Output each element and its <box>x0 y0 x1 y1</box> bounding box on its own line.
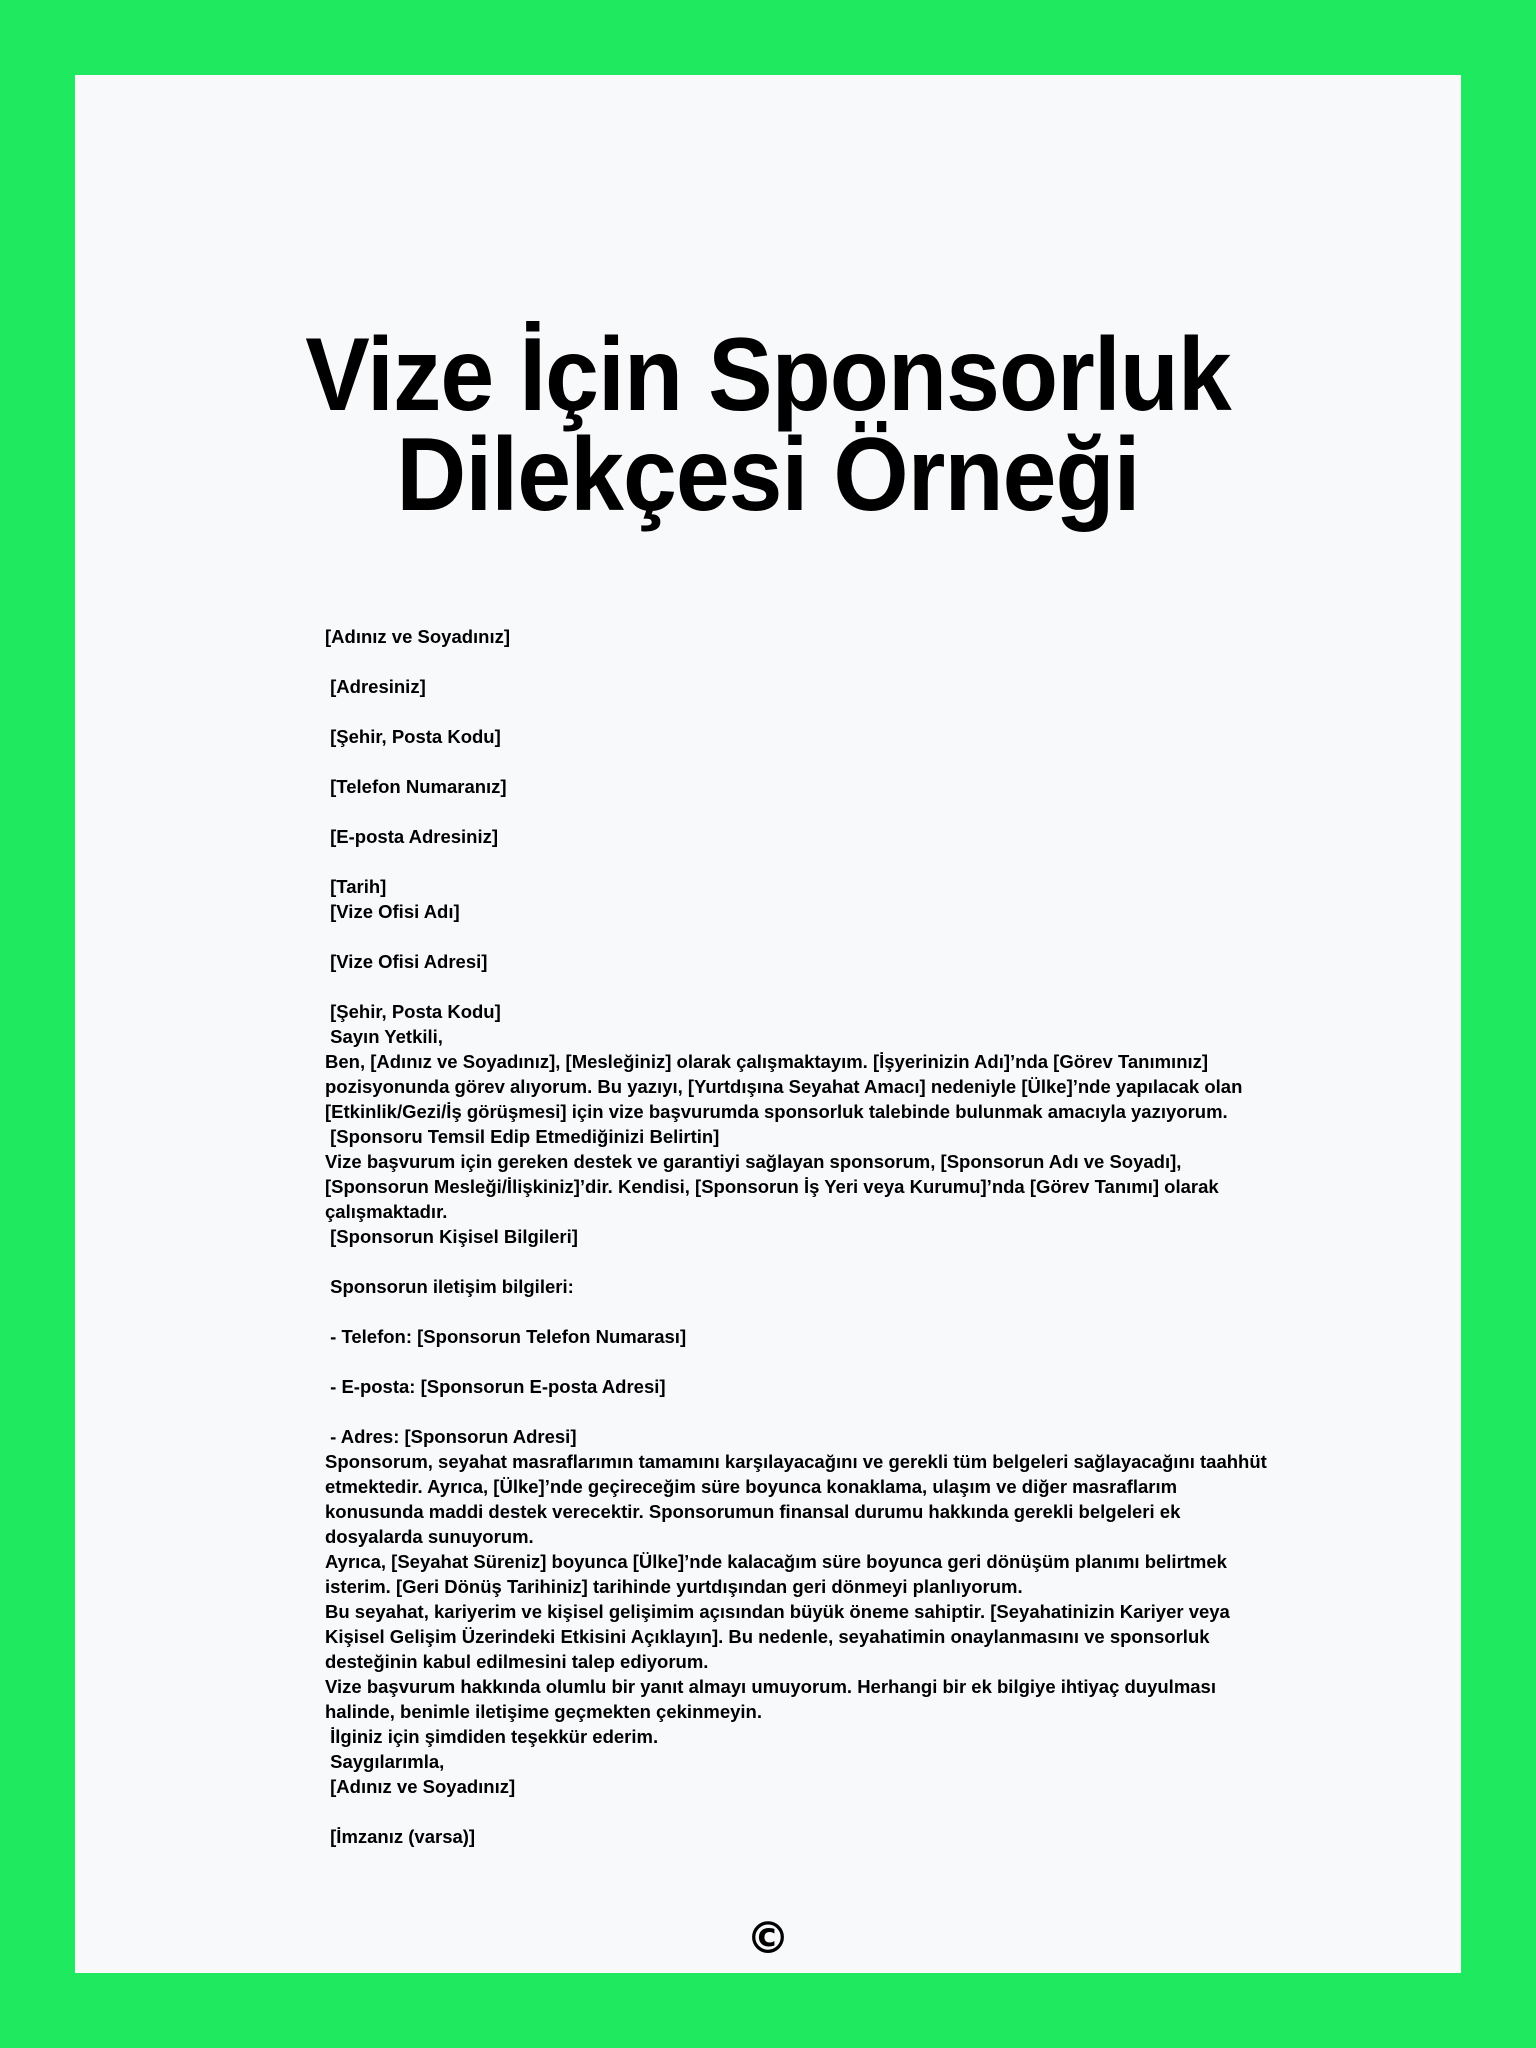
document-page <box>75 75 1461 1973</box>
letter-line: pozisyonunda görev alıyorum. Bu yazıyı, [Yurtdışına Seyahat Amacı] nedeniyle [Ülke]’nde yapılacak olan <box>325 1076 1243 1097</box>
letter-line <box>325 849 1385 874</box>
letter-line <box>325 749 1385 774</box>
letter-line: [Telefon Numaranız] <box>325 776 507 797</box>
letter-line: Vize başvurum için gereken destek ve garantiyi sağlayan sponsorum, [Sponsorun Adı ve Soyadı], <box>325 1151 1182 1172</box>
letter-line: etmektedir. Ayrıca, [Ülke]’nde geçireceğim süre boyunca konaklama, ulaşım ve diğer masraflarım <box>325 1476 1178 1497</box>
letter-line: Sponsorum, seyahat masraflarımın tamamını karşılayacağını ve gerekli tüm belgeleri sağlayacağını taahhüt <box>325 1451 1267 1472</box>
letter-line: İlginiz için şimdiden teşekkür ederim. <box>325 1726 659 1747</box>
letter-line: [Etkinlik/Gezi/İş görüşmesi] için vize başvurumda sponsorluk talebinde bulunmak amacıyla yazıyorum. <box>325 1101 1228 1122</box>
letter-line: konusunda maddi destek verecektir. Sponsorumun finansal durumu hakkında gerekli belgeleri ek <box>325 1501 1181 1522</box>
letter-line <box>325 1299 1385 1324</box>
letter-line <box>325 924 1385 949</box>
letter-line: - Adres: [Sponsorun Adresi] <box>325 1426 577 1447</box>
title-line-2: Dilekçesi Örneği <box>396 417 1140 533</box>
letter-line <box>325 649 1385 674</box>
title-line-1: Vize İçin Sponsorluk <box>305 317 1231 433</box>
letter-line: [Şehir, Posta Kodu] <box>325 726 501 747</box>
letter-line: çalışmaktadır. <box>325 1201 448 1222</box>
letter-line: [Tarih] <box>325 876 387 897</box>
letter-line: [Vize Ofisi Adı] <box>325 901 460 922</box>
letter-line: Kişisel Gelişim Üzerindeki Etkisini Açıklayın]. Bu nedenle, seyahatimin onaylanmasını ve sponsorluk <box>325 1626 1210 1647</box>
letter-line: [Adresiniz] <box>325 676 426 697</box>
letter-line: [Şehir, Posta Kodu] <box>325 1001 501 1022</box>
letter-line <box>325 799 1385 824</box>
letter-line <box>325 974 1385 999</box>
letter-line: desteğinin kabul edilmesini talep ediyorum. <box>325 1651 709 1672</box>
letter-line: - E-posta: [Sponsorun E-posta Adresi] <box>325 1376 666 1397</box>
letter-line: [İmzanız (varsa)] <box>325 1826 476 1847</box>
letter-line <box>325 1799 1385 1824</box>
letter-line: - Telefon: [Sponsorun Telefon Numarası] <box>325 1326 687 1347</box>
letter-line: dosyalarda sunuyorum. <box>325 1526 534 1547</box>
letter-line: Saygılarımla, <box>325 1751 445 1772</box>
letter-line: [Sponsoru Temsil Edip Etmediğinizi Belirtin] <box>325 1126 720 1147</box>
letter-line: Bu seyahat, kariyerim ve kişisel gelişimim açısından büyük öneme sahiptir. [Seyahatinizin Kariyer veya <box>325 1601 1230 1622</box>
letter-line: [Vize Ofisi Adresi] <box>325 951 488 972</box>
letter-line: halinde, benimle iletişime geçmekten çekinmeyin. <box>325 1701 762 1722</box>
letter-line: Sponsorun iletişim bilgileri: <box>325 1276 574 1297</box>
letter-line: Sayın Yetkili, <box>325 1026 443 1047</box>
letter-line: isterim. [Geri Dönüş Tarihiniz] tarihinde yurtdışından geri dönmeyi planlıyorum. <box>325 1576 1023 1597</box>
letter-line: [E-posta Adresiniz] <box>325 826 499 847</box>
letter-line: Ayrıca, [Seyahat Süreniz] boyunca [Ülke]’nde kalacağım süre boyunca geri dönüşüm planımı belirtmek <box>325 1551 1227 1572</box>
document-title <box>124 317 1413 533</box>
copyright-icon: © <box>746 1913 790 1964</box>
letter-line: [Adınız ve Soyadınız] <box>325 1776 516 1797</box>
letter-line: [Sponsorun Mesleği/İlişkiniz]’dir. Kendisi, [Sponsorun İş Yeri veya Kurumu]’nda [Görev Tanımı] olarak <box>325 1176 1219 1197</box>
letter-line <box>325 1349 1385 1374</box>
letter-line: Ben, [Adınız ve Soyadınız], [Mesleğiniz] olarak çalışmaktayım. [İşyerinizin Adı]’nda [Görev Tanımınız] <box>325 1051 1209 1072</box>
letter-line: Vize başvurum hakkında olumlu bir yanıt almayı umuyorum. Herhangi bir ek bilgiye ihtiyaç duyulması <box>325 1676 1216 1697</box>
letter-body <box>325 624 1385 1849</box>
letter-line: [Adınız ve Soyadınız] <box>325 626 511 647</box>
letter-line <box>325 1249 1385 1274</box>
letter-line <box>325 1399 1385 1424</box>
letter-line: [Sponsorun Kişisel Bilgileri] <box>325 1226 578 1247</box>
letter-line <box>325 699 1385 724</box>
